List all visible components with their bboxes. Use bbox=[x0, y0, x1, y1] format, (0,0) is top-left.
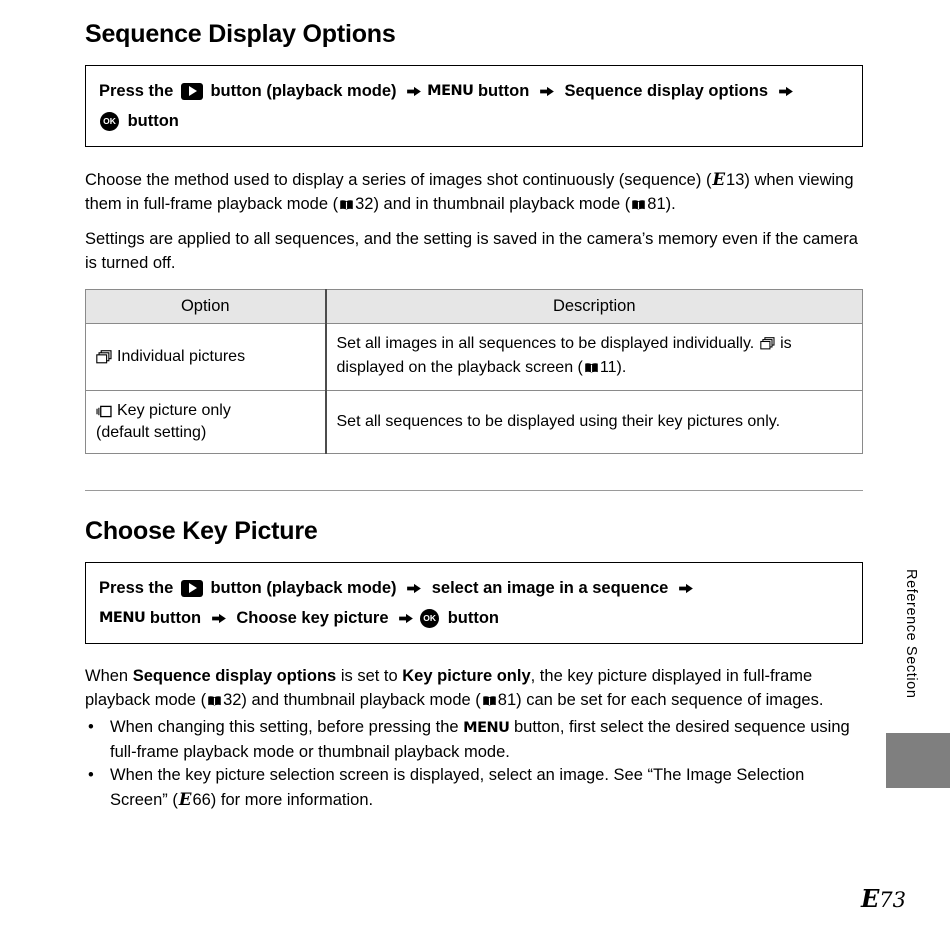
bullet-icon: • bbox=[88, 718, 94, 736]
description-text: 11). bbox=[599, 359, 627, 376]
body-text: When changing this setting, before pressing the bbox=[110, 718, 464, 736]
reference-section-label: Reference Section bbox=[903, 569, 919, 699]
playback-button-icon bbox=[181, 580, 203, 597]
body-text: 32) and thumbnail playback mode ( bbox=[223, 690, 481, 709]
cmd-text: button bbox=[473, 82, 534, 100]
section2-title: Choose Key Picture bbox=[85, 517, 318, 545]
bullet-item bbox=[85, 764, 863, 812]
bold-text: Sequence display options bbox=[132, 667, 337, 685]
section1-title: Sequence Display Options bbox=[85, 20, 396, 48]
cmd-text: Press the bbox=[99, 82, 178, 100]
arrow-right-icon bbox=[540, 86, 554, 97]
arrow-right-icon bbox=[399, 613, 413, 624]
table-row bbox=[86, 324, 863, 391]
menu-button-icon: MENU bbox=[463, 720, 510, 736]
book-icon bbox=[339, 197, 354, 215]
individual-pictures-icon bbox=[760, 337, 775, 354]
column-header-option: Option bbox=[86, 290, 326, 324]
play-triangle-icon bbox=[189, 583, 197, 593]
cmd-text: select an image in a sequence bbox=[427, 579, 673, 597]
arrow-right-icon bbox=[407, 86, 421, 97]
cmd-text: button bbox=[145, 609, 206, 627]
playback-button-icon bbox=[181, 83, 203, 100]
option-text-line2: (default setting) bbox=[96, 424, 207, 441]
option-label bbox=[96, 400, 315, 422]
body-paragraph: Settings are applied to all sequences, and the setting is saved in the camera’s memory even if the camera is turned off. bbox=[85, 230, 858, 272]
body-text: When bbox=[85, 667, 133, 685]
cmd-text: Press the bbox=[99, 579, 178, 597]
command-line bbox=[99, 106, 849, 136]
body-text: Choose the method used to display a series of images shot continuously (sequence) ( bbox=[85, 171, 712, 189]
cmd-text: button (playback mode) bbox=[205, 579, 402, 597]
body-paragraph bbox=[85, 168, 863, 218]
book-icon bbox=[207, 693, 222, 711]
body-text: 13) when viewing them in full-frame playback mode ( bbox=[85, 171, 854, 213]
bullet-text bbox=[110, 716, 863, 764]
option-cell bbox=[86, 324, 326, 391]
body-text: 66) for more information. bbox=[192, 790, 374, 809]
bold-text: Key picture only bbox=[402, 667, 531, 685]
section-tab bbox=[886, 733, 950, 788]
cmd-text: button (playback mode) bbox=[205, 82, 402, 100]
book-icon bbox=[631, 197, 646, 215]
body-text: 32) and in thumbnail playback mode ( bbox=[355, 194, 631, 213]
cmd-text: button bbox=[123, 112, 179, 130]
body-text: is set to bbox=[336, 667, 403, 685]
arrow-right-icon bbox=[779, 86, 793, 97]
option-cell bbox=[86, 391, 326, 454]
bullet-icon: • bbox=[88, 766, 94, 784]
ok-button-icon: OK bbox=[420, 609, 439, 628]
page-content bbox=[85, 20, 863, 812]
command-box-choose-key-picture bbox=[85, 562, 863, 644]
key-picture-icon bbox=[96, 405, 112, 418]
bullet-text bbox=[110, 764, 863, 812]
reference-e-icon: E bbox=[712, 170, 726, 189]
command-line bbox=[99, 573, 849, 603]
description-cell bbox=[326, 324, 863, 391]
bullet-item bbox=[85, 716, 863, 764]
book-icon bbox=[482, 693, 497, 711]
page-number bbox=[861, 884, 906, 913]
body-text: , the key picture displayed in full-frame playback mode ( bbox=[85, 667, 813, 709]
body-text: When the key picture selection screen is displayed, select an image. See “The Image Selection Screen” ( bbox=[110, 766, 805, 809]
table-row bbox=[86, 391, 863, 454]
body-paragraph bbox=[85, 665, 863, 714]
page-number-value: 73 bbox=[879, 888, 906, 912]
book-icon bbox=[584, 361, 599, 378]
body-text: 81) can be set for each sequence of images. bbox=[497, 690, 824, 709]
reference-e-icon: E bbox=[860, 884, 880, 913]
command-box-sequence-display bbox=[85, 65, 863, 147]
body-text: 81). bbox=[647, 194, 676, 213]
reference-e-icon: E bbox=[178, 789, 192, 809]
arrow-right-icon bbox=[679, 583, 693, 594]
column-header-description: Description bbox=[326, 290, 863, 324]
cmd-text: Choose key picture bbox=[231, 609, 394, 627]
command-line bbox=[99, 603, 849, 633]
options-table bbox=[85, 289, 863, 454]
description-text: is displayed on the playback screen ( bbox=[336, 335, 792, 376]
ok-button-icon: OK bbox=[100, 112, 119, 131]
cmd-text: Sequence display options bbox=[559, 82, 773, 100]
arrow-right-icon bbox=[407, 583, 421, 594]
body-text: button, first select the desired sequence using full-frame playback mode or thumbnail playback mode. bbox=[110, 718, 850, 761]
option-text: Individual pictures bbox=[117, 348, 246, 365]
description-cell: Set all sequences to be displayed using their key pictures only. bbox=[326, 391, 863, 454]
option-text: Key picture only bbox=[117, 402, 231, 419]
option-label bbox=[96, 346, 315, 368]
cmd-text: button bbox=[443, 609, 500, 627]
menu-button-icon: MENU bbox=[427, 83, 474, 99]
arrow-right-icon bbox=[212, 613, 226, 624]
table-header-row bbox=[86, 290, 863, 324]
description-text: Set all images in all sequences to be displayed individually. bbox=[336, 335, 759, 352]
play-triangle-icon bbox=[189, 86, 197, 96]
individual-pictures-icon bbox=[96, 350, 112, 364]
command-line bbox=[99, 76, 849, 106]
menu-button-icon: MENU bbox=[99, 610, 146, 626]
section-divider bbox=[85, 490, 863, 491]
